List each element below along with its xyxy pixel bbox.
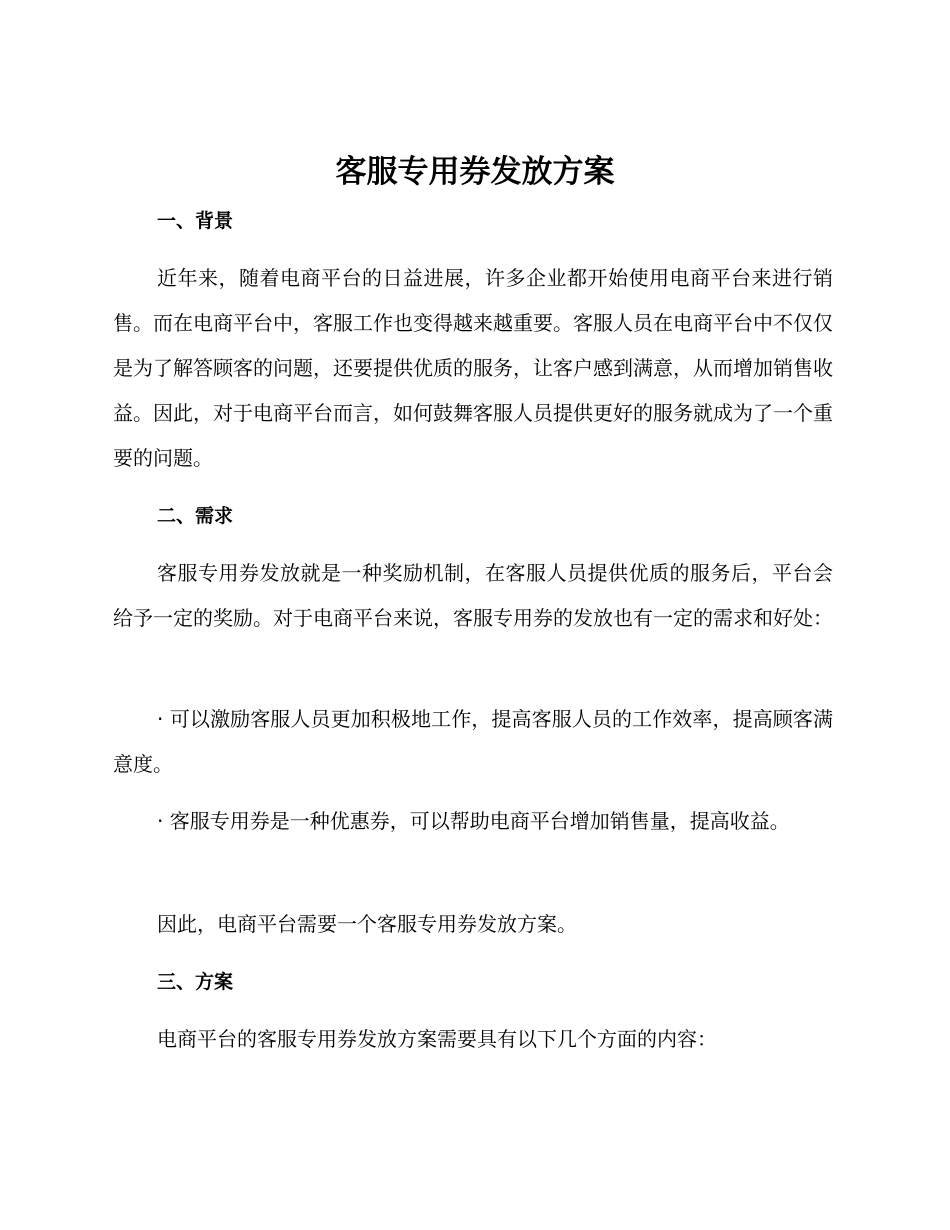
section-heading-requirements: 二、需求 <box>157 505 234 527</box>
section-heading-background: 一、背景 <box>157 210 234 232</box>
requirements-paragraph: 客服专用券发放就是一种奖励机制，在客服人员提供优质的服务后，平台会给予一定的奖励。对于电商平台来说，客服专用券的发放也有一定的需求和好处： <box>113 561 833 630</box>
background-paragraph: 近年来，随着电商平台的日益进展，许多企业都开始使用电商平台来进行销售。而在电商平台中，客服工作也变得越来越重要。客服人员在电商平台中不仅仅是为了解答顾客的问题，还要提供优质的服务，让客户感到满意，从而增加销售收益。因此，对于电商平台而言，如何鼓舞客服人员提供更好的服务就成为了一个重要的问题。 <box>113 266 833 470</box>
requirements-bullet-1: · 可以激励客服人员更加积极地工作，提高客服人员的工作效率，提高顾客满意度。 <box>113 707 833 776</box>
plan-paragraph: 电商平台的客服专用券发放方案需要具有以下几个方面的内容： <box>157 1027 717 1051</box>
document-title: 客服专用券发放方案 <box>335 154 615 190</box>
section-heading-plan: 三、方案 <box>157 971 234 993</box>
requirements-bullet-2: · 客服专用券是一种优惠券，可以帮助电商平台增加销售量，提高收益。 <box>157 809 790 833</box>
requirements-conclusion: 因此，电商平台需要一个客服专用券发放方案。 <box>157 912 577 936</box>
